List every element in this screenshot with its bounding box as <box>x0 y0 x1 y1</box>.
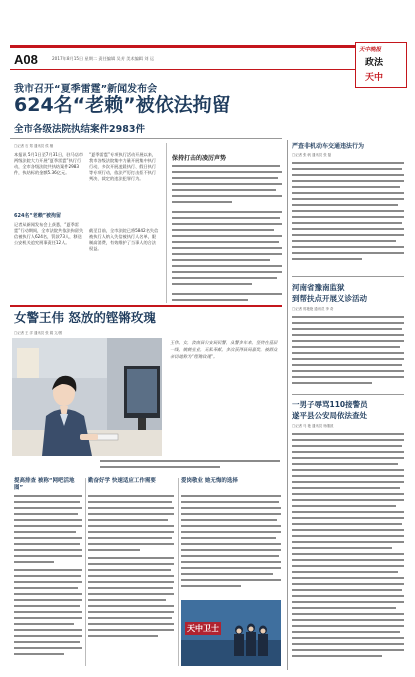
lead-para-2: 记者从新闻发布会上获悉，“夏季雷霆”行动期间，全市法院共依法拘留失信被执行人624名，罚款73人，移送公安机关追究刑事责任12人。 <box>14 222 84 245</box>
lead-para-3: “夏季雷霆”专项执行活动开展以来，我市各级法院集中力量开展集中执行行动，多次开展凌晨执行、假日执行等专项行动，依法严厉打击拒不执行判决、裁定的违法犯罪行为。 <box>89 152 157 181</box>
feature-col-rule-1 <box>85 478 86 666</box>
lead-subsection: 624名“老赖”被拘留 <box>14 213 62 219</box>
feature-byline: □记者 王 洋 通讯员 张 娟 文/图 <box>14 331 63 335</box>
feature-col-1-text <box>14 495 82 665</box>
right-story-2-text <box>292 316 404 391</box>
masthead-thin-rule <box>10 69 365 70</box>
feature-col-rule-2 <box>178 478 179 666</box>
feature-col-2-text <box>88 495 174 665</box>
lead-headline: 624名“老赖”被依法拘留 <box>14 94 231 116</box>
brand-box <box>355 42 407 88</box>
policewoman-photo <box>12 338 162 456</box>
feature-sub-1: 提高排查 被称“网吧活地图” <box>14 478 75 491</box>
right-column-rule <box>287 140 288 670</box>
date-line: 2017年8月15日 星期二 责任编辑 吴芳 美术编辑 刘 运 <box>52 56 155 61</box>
right-divider-2 <box>292 394 404 395</box>
brand-logo: 天中晚报 <box>359 47 382 53</box>
right-story-3-head: 一男子辱骂110接警员 <box>292 400 368 409</box>
right-story-2-byline: □记者 郭艳艳 通讯员 李 奇 <box>292 307 334 311</box>
feature-photo-caption: 王伟，女，汝南县公安局民警，从警多年来，坚持在基层一线，兢兢业业，无私奉献，多次获得县局嘉奖，被群众亲切地称为“铿锵玫瑰”。 <box>170 341 278 360</box>
right-story-2-head-2: 到帮扶点开展义诊活动 <box>292 294 367 303</box>
lead-byline: □记者 石 郑 通讯员 侯 楷 <box>14 144 54 148</box>
lead-subhead: 全市各级法院执结案件2983件 <box>14 124 145 135</box>
feature-sub-3: 爱岗敬业 她无悔的选择 <box>181 478 238 484</box>
right-story-1-byline: □记者 张 帆 通讯员 张 磊 <box>292 153 332 157</box>
feature-sub-2: 勤奋好学 快速适应工作需要 <box>88 478 156 484</box>
section-label: 政法 <box>365 58 384 68</box>
photo-banner: 天中卫士 <box>187 624 219 633</box>
lead-col-rule <box>166 143 167 303</box>
right-story-3-head-2: 遂平县公安局依法查处 <box>292 411 367 420</box>
feature-headline: 女警王伟 怒放的铿锵玫瑰 <box>14 310 156 325</box>
page-number: A08 <box>14 52 38 67</box>
lead-divider <box>10 138 282 139</box>
right-divider-1 <box>292 276 404 277</box>
right-story-3-text <box>292 433 404 668</box>
feature-rule <box>10 305 282 307</box>
feature-photo <box>12 338 162 456</box>
feature-banner-photo <box>181 600 281 666</box>
masthead <box>0 0 415 83</box>
lead-side-head: 保持打击的凌厉声势 <box>172 155 227 162</box>
lead-para-1: 本报讯 5月1日至7月31日，驻马店市两级法院大力开展“夏季雷霆”执行行动，全市各级法院共执结案件2983件，执结标的金额5.36亿元。 <box>14 152 84 175</box>
right-story-2-head: 河南省豫南监狱 <box>292 283 345 292</box>
masthead-top-rule <box>10 45 365 48</box>
lead-para-4: 截至目前，全市法院已将5842名失信被执行人纳入失信被执行人名单，限制高消费，有效维护了当事人的合法权益。 <box>89 228 159 251</box>
lead-side-text <box>172 165 282 305</box>
right-story-1-text <box>292 162 404 272</box>
right-story-1-head: 严查非机动车交通违法行为 <box>292 143 365 150</box>
section-sub: 天中 <box>365 73 384 83</box>
right-story-3-byline: □记者 马 艳 通讯员 杨继波 <box>292 424 334 428</box>
caption-lines <box>100 460 282 472</box>
feature-col-3-text <box>181 495 281 595</box>
lead-kicker: 我市召开“夏季雷霆”新闻发布会 <box>14 84 158 95</box>
